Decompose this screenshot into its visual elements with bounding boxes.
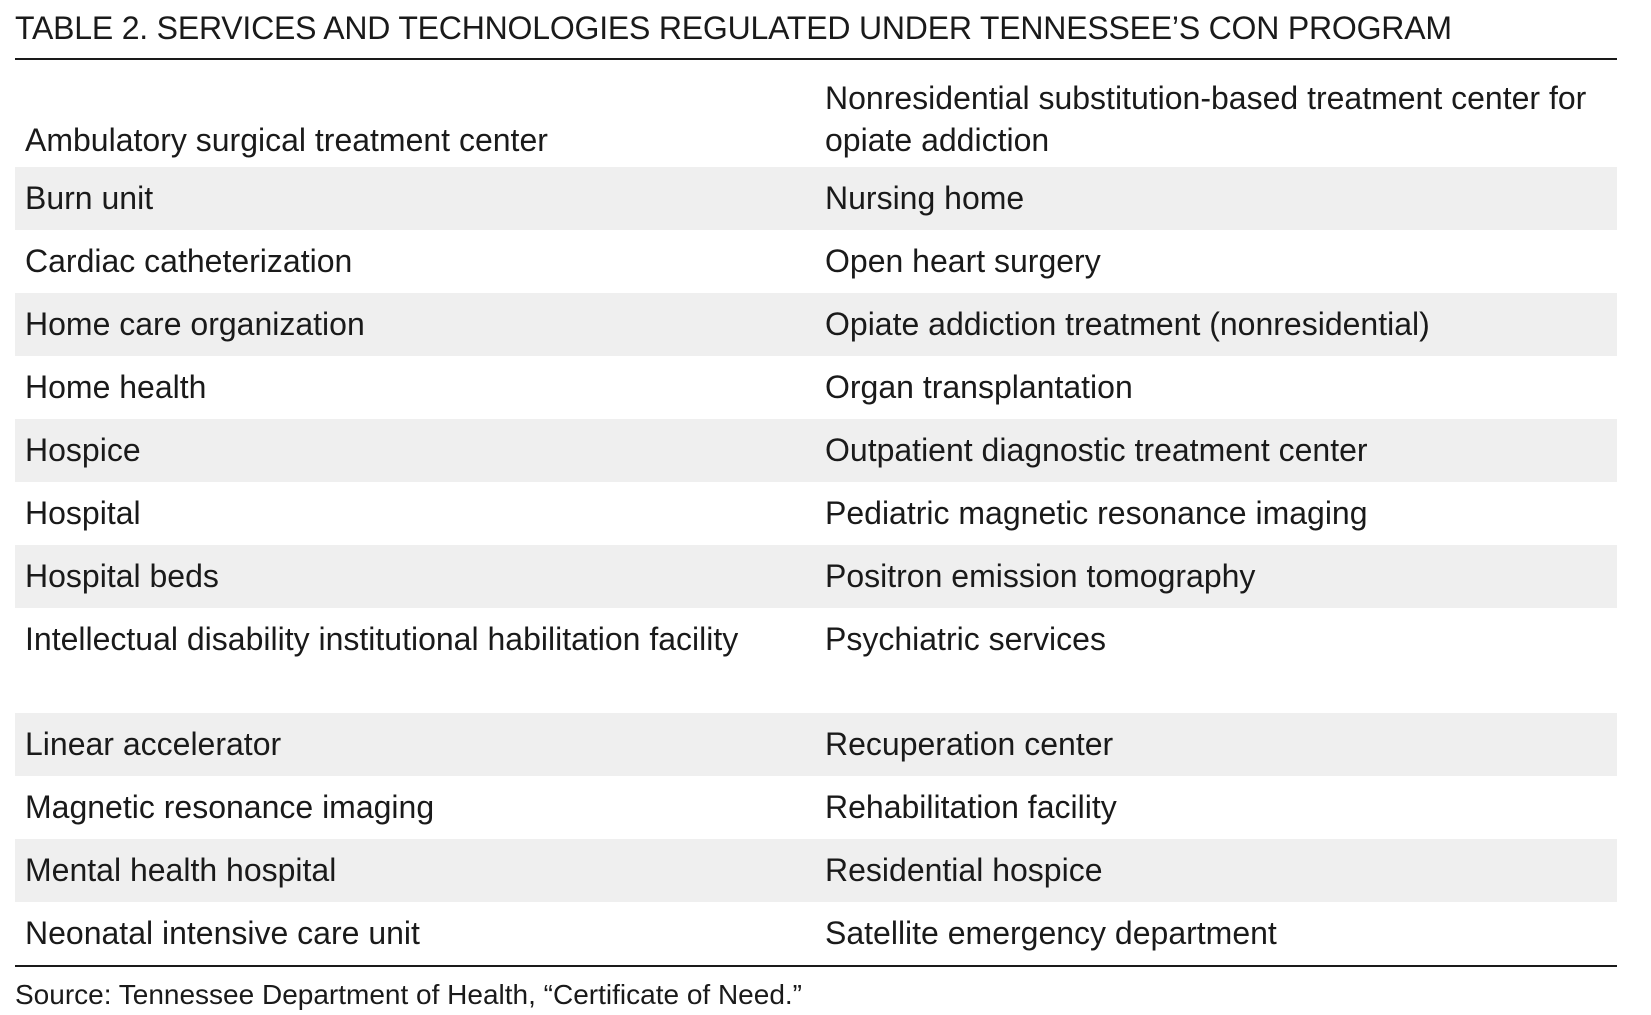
table-cell-right: Satellite emergency department — [825, 915, 1277, 951]
source-note: Source: Tennessee Department of Health, “Certificate of Need.” — [15, 979, 802, 1010]
table-row — [15, 608, 1617, 713]
services-table — [15, 60, 1617, 967]
table-row — [15, 230, 1617, 293]
table-cell-left: Mental health hospital — [25, 852, 337, 888]
table-cell-left: Cardiac catheterization — [25, 243, 353, 279]
table-cell-left: Home health — [25, 369, 207, 405]
table-cell-right: Outpatient diagnostic treatment center — [825, 432, 1368, 468]
table-cell-right: Positron emission tomography — [825, 558, 1256, 594]
table-cell-left: Hospice — [25, 432, 141, 468]
table-cell-right: Rehabilitation facility — [825, 789, 1117, 825]
table-cell-left: Intellectual disability institutional habilitation facility — [25, 621, 739, 657]
table-cell-right: Opiate addiction treatment (nonresidential) — [825, 306, 1430, 342]
table-row — [15, 545, 1617, 608]
table-cell-right: Nonresidential substitution-based treatment center for opiate addiction — [825, 80, 1587, 158]
table-row — [15, 902, 1617, 965]
table-cell-right: Open heart surgery — [825, 243, 1101, 279]
table-cell-left: Hospital — [25, 495, 141, 531]
table-cell-right: Residential hospice — [825, 852, 1103, 888]
table-cell-right: Psychiatric services — [825, 621, 1106, 657]
table-title: TABLE 2. SERVICES AND TECHNOLOGIES REGULATED UNDER TENNESSEE’S CON PROGRAM — [15, 6, 1617, 60]
table-cell-left: Home care organization — [25, 306, 365, 342]
table-cell-right: Pediatric magnetic resonance imaging — [825, 495, 1368, 531]
table-cell-right: Nursing home — [825, 180, 1025, 216]
table-cell-left: Ambulatory surgical treatment center — [25, 122, 548, 158]
table-row — [15, 167, 1617, 230]
table-row — [15, 713, 1617, 776]
table-cell-left: Hospital beds — [25, 558, 219, 594]
table-row — [15, 293, 1617, 356]
table-row — [15, 776, 1617, 839]
table-row — [15, 419, 1617, 482]
table-row — [15, 60, 1617, 167]
table-cell-right: Organ transplantation — [825, 369, 1133, 405]
table-cell-right: Recuperation center — [825, 726, 1114, 762]
table-cell-left: Magnetic resonance imaging — [25, 789, 435, 825]
table-cell-left: Neonatal intensive care unit — [25, 915, 420, 951]
table-cell-left: Linear accelerator — [25, 726, 282, 762]
table-figure — [15, 6, 1617, 1015]
table-cell-left: Burn unit — [25, 180, 154, 216]
table-row — [15, 482, 1617, 545]
table-row — [15, 356, 1617, 419]
table-row — [15, 839, 1617, 902]
